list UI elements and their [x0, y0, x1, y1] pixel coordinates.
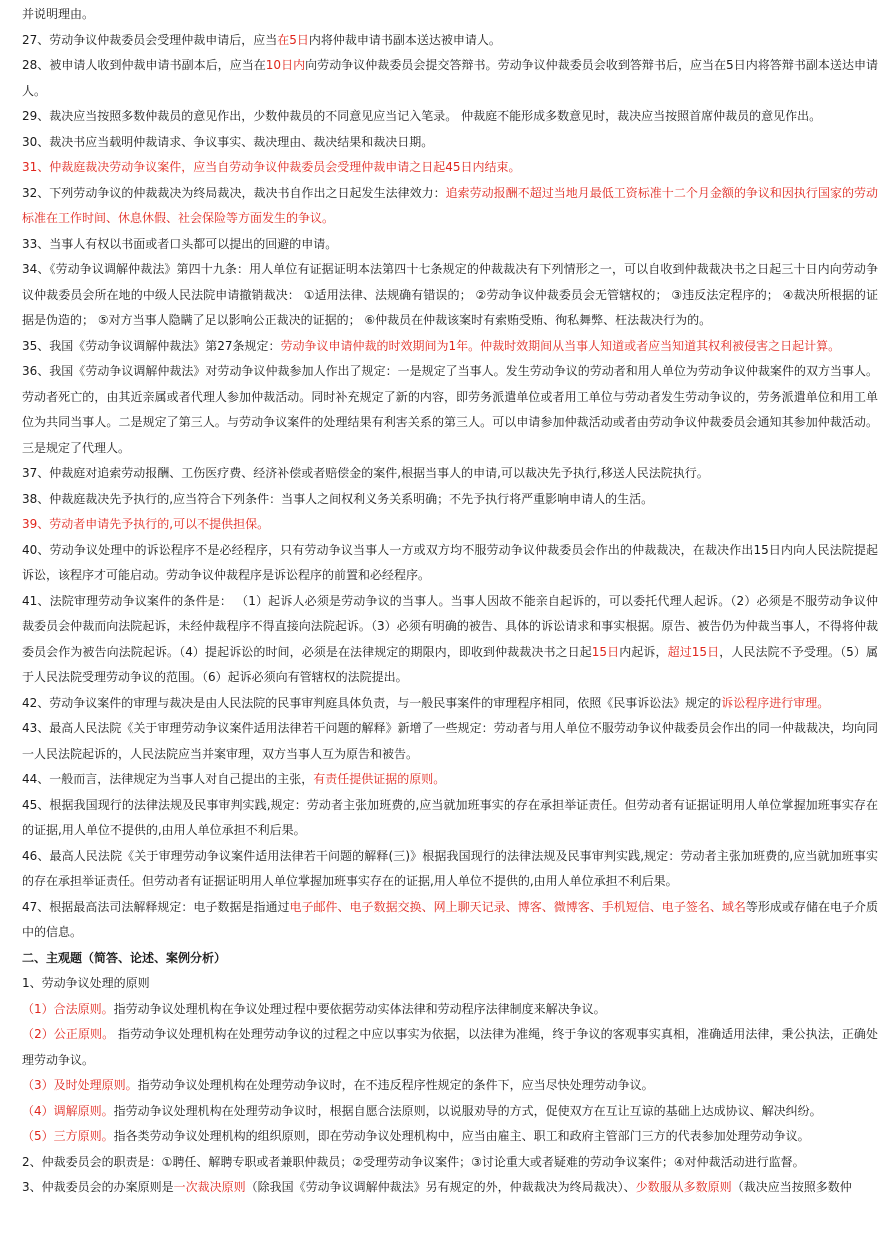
highlighted-text: 15日: [591, 644, 620, 659]
text-run: 指劳动争议处理机构在处理劳动争议时，在不违反程序性规定的条件下，应当尽快处理劳动争议。: [137, 1078, 654, 1092]
text-run: 45、根据我国现行的法律法规及民事审判实践,规定：劳动者主张加班费的,应当就加班事实的存在承担举证责任。但劳动者有证据证明用人单位掌握加班事实存在的证据,用人单位不提供的,由用人单位承担不利后果。: [22, 797, 878, 837]
text-run: 3、仲裁委员会的办案原则是: [22, 1180, 174, 1194]
text-run: ，人民法院不予受理。（5）属于人民法院受理劳动争议的范围。（6）起诉必须向有管辖权的法院提出。: [22, 644, 878, 684]
highlighted-text: （5）三方原则。: [22, 1129, 114, 1143]
paragraph: [22, 1073, 878, 1099]
text-run: 40、劳动争议处理中的诉讼程序不是必经程序，只有劳动争议当事人一方或双方均不服劳动争议仲裁委员会作出的仲裁裁决，在裁决作出15日内向人民法院提起诉讼，该程序才可能启动。劳动争议仲裁程序是诉讼程序的前置和必经程序。: [22, 542, 878, 582]
text-run: 47、根据最高法司法解释规定：电子数据是指通过: [22, 899, 290, 914]
highlighted-text: 在5日: [277, 32, 309, 47]
text-run: 1、劳动争议处理的原则: [22, 976, 150, 990]
paragraph: [22, 589, 878, 691]
section-heading: [22, 946, 878, 972]
highlighted-text: 超过15日: [667, 644, 720, 659]
text-run: （除我国《劳动争议调解仲裁法》另有规定的外，仲裁裁决为终局裁决）、: [245, 1180, 636, 1194]
paragraph: [22, 538, 878, 589]
paragraph: [22, 971, 878, 997]
highlighted-text: （4）调解原则。: [22, 1103, 114, 1118]
highlighted-text: 10日内: [265, 58, 306, 72]
text-run: 41、法院审理劳动争议案件的条件是： （1）起诉人必须是劳动争议的当事人。当事人因故不能亲自起诉的，可以委托代理人起诉。（2）必须是不服劳动争议仲裁委员会仲裁而向法院起诉，未经仲裁程序不得直接向法院起诉。（3）必须有明确的被告、具体的诉讼请求和事实根据。原告、被告仍为仲裁当事人，不得将仲裁委员会作为被告向法院起诉。（4）提起诉讼的时间，必须是在法律规定的期限内，即收到仲裁裁决书之日起: [22, 593, 878, 659]
paragraph: [22, 691, 878, 717]
text-run: 32、下列劳动争议的仲裁裁决为终局裁决，裁决书自作出之日起发生法律效力：: [22, 185, 446, 200]
document-body: [22, 2, 878, 1201]
text-run: 并说明理由。: [22, 7, 95, 21]
text-run: 2、仲裁委员会的职责是：①聘任、解聘专职或者兼职仲裁员；②受理劳动争议案件；③讨论重大或者疑难的劳动争议案件；④对仲裁活动进行监督。: [22, 1154, 805, 1169]
text-run: 33、当事人有权以书面或者口头都可以提出的回避的申请。: [22, 236, 338, 251]
highlighted-text: （2）公正原则。: [22, 1027, 115, 1041]
text-run: 指劳动争议处理机构在处理劳动争议时，根据自愿合法原则，以说服劝导的方式，促使双方在互让互谅的基础上达成协议、解决纠纷。: [113, 1103, 822, 1118]
text-run: 42、劳动争议案件的审理与裁决是由人民法院的民事审判庭具体负责，与一般民事案件的审理程序相同，依照《民事诉讼法》规定的: [22, 695, 722, 710]
highlighted-text: （1）合法原则。: [22, 1001, 114, 1016]
highlighted-text: 一次裁决原则: [173, 1180, 246, 1194]
text-run: 34、《劳动争议调解仲裁法》第四十九条：用人单位有证据证明本法第四十七条规定的仲裁裁决有下列情形之一，可以自收到仲裁裁决书之日起三十日内向劳动争议仲裁委员会所在地的中级人民法院申请撤销裁决： ①适用法律、法规确有错误的； ②劳动争议仲裁委员会无管辖权的； ③违反法定程序的； ④裁决所根据的证据是伪造的； ⑤对方当事人隐瞒了足以影响公正裁决的证据的； ⑥仲裁员在仲裁该案时有索贿受贿、徇私舞弊、枉法裁决行为的。: [22, 262, 878, 327]
text-run: 27、劳动争议仲裁委员会受理仲裁申请后，应当: [22, 32, 278, 47]
text-run: 29、裁决应当按照多数仲裁员的意见作出，少数仲裁员的不同意见应当记入笔录。 仲裁庭不能形成多数意见时，裁决应当按照首席仲裁员的意见作出。: [22, 109, 822, 123]
text-run: 38、仲裁庭裁决先予执行的,应当符合下列条件：当事人之间权利义务关系明确；不先予执行将严重影响申请人的生活。: [22, 491, 654, 506]
text-run: 二、主观题（简答、论述、案例分析）: [22, 950, 227, 965]
paragraph: [22, 257, 878, 334]
text-run: 46、最高人民法院《关于审理劳动争议案件适用法律若干问题的解释(三)》根据我国现行的法律法规及民事审判实践,规定：劳动者主张加班费的,应当就加班事实的存在承担举证责任。但劳动者有证据证明用人单位掌握加班事实存在的证据,用人单位不提供的,由用人单位承担不利后果。: [22, 848, 878, 888]
paragraph: [22, 232, 878, 258]
highlighted-text: 劳动者申请先予执行的,可以不提供担保。: [49, 517, 270, 531]
text-run: 44、一般而言，法律规定为当事人对自己提出的主张，: [22, 772, 314, 786]
paragraph: [22, 53, 878, 104]
paragraph: [22, 1175, 878, 1201]
text-run: 28、被申请人收到仲裁申请书副本后，应当在: [22, 58, 266, 72]
highlighted-text: 电子邮件、电子数据交换、网上聊天记录、博客、微博客、手机短信、电子签名、域名: [289, 899, 746, 914]
text-run: 30、裁决书应当载明仲裁请求、争议事实、裁决理由、裁决结果和裁决日期。: [22, 134, 434, 149]
paragraph: [22, 2, 878, 28]
highlighted-text: 诉讼程序进行审理。: [721, 695, 830, 710]
paragraph: [22, 487, 878, 513]
paragraph: [22, 1124, 878, 1150]
text-run: 指劳动争议处理机构在争议处理过程中要依据劳动实体法律和劳动程序法律制度来解决争议。: [113, 1001, 606, 1016]
paragraph: [22, 1022, 878, 1073]
paragraph: [22, 895, 878, 946]
text-run: 内起诉，: [619, 644, 668, 659]
paragraph: [22, 716, 878, 767]
text-run: 35、我国《劳动争议调解仲裁法》第27条规定：: [22, 338, 281, 353]
paragraph: [22, 844, 878, 895]
text-run: 37、仲裁庭对追索劳动报酬、工伤医疗费、经济补偿或者赔偿金的案件,根据当事人的申请,可以裁决先予执行,移送人民法院执行。: [22, 466, 709, 480]
paragraph: [22, 1099, 878, 1125]
highlighted-text: 追索劳动报酬不超过当地月最低工资标准十二个月金额的争议和因执行国家的劳动标准在工作时间、休息休假、社会保险等方面发生的争议。: [22, 185, 878, 225]
text-run: 指劳动争议处理机构在处理劳动争议的过程之中应以事实为依据，以法律为准绳，终于争议的客观事实真相，准确适用法律，秉公执法，正确处理劳动争议。: [22, 1027, 878, 1067]
highlighted-text: 劳动争议申请仲裁的时效期间为1年。仲裁时效期间从当事人知道或者应当知道其权利被侵害之日起计算。: [280, 338, 841, 353]
highlighted-text: （3）及时处理原则。: [22, 1078, 138, 1092]
paragraph: [22, 512, 878, 538]
text-run: 内将仲裁申请书副本送达被申请人。: [308, 32, 501, 47]
paragraph: [22, 155, 878, 181]
text-run: 指各类劳动争议处理机构的组织原则，即在劳动争议处理机构中，应当由雇主、职工和政府主管部门三方的代表参加处理劳动争议。: [113, 1129, 810, 1143]
paragraph: [22, 28, 878, 54]
paragraph: [22, 181, 878, 232]
paragraph: [22, 461, 878, 487]
paragraph: [22, 130, 878, 156]
paragraph: [22, 793, 878, 844]
text-run: 31、仲裁庭裁决劳动争议案件，应当自劳动争议仲裁委员会受理仲裁申请之日起45日内结束。: [22, 160, 521, 174]
paragraph: [22, 104, 878, 130]
text-run: 43、最高人民法院《关于审理劳动争议案件适用法律若干问题的解释》新增了一些规定：劳动者与用人单位不服劳动争议仲裁委员会作出的同一仲裁裁决，均向同一人民法院起诉的，人民法院应当并案审理，双方当事人互为原告和被告。: [22, 721, 878, 761]
paragraph: [22, 1150, 878, 1176]
paragraph: [22, 359, 878, 461]
paragraph: [22, 767, 878, 793]
highlighted-text: 有责任提供证据的原则。: [313, 772, 446, 786]
text-run: （裁决应当按照多数仲: [731, 1180, 852, 1194]
text-run: 等形成或存储在电子介质中的信息。: [22, 899, 878, 939]
text-run: 向劳动争议仲裁委员会提交答辩书。劳动争议仲裁委员会收到答辩书后，应当在5日内将答辩书副本送达申请人。: [22, 58, 879, 98]
paragraph: [22, 334, 878, 360]
highlighted-text: 39、: [22, 517, 50, 531]
text-run: 36、我国《劳动争议调解仲裁法》对劳动争议仲裁参加人作出了规定：一是规定了当事人。发生劳动争议的劳动者和用人单位为劳动争议仲裁案件的双方当事人。劳动者死亡的，由其近亲属或者代理人参加仲裁活动。同时补充规定了新的内容，即劳务派遣单位或者用工单位与劳动者发生劳动争议的，劳务派遣单位和用工单位为共同当事人。二是规定了第三人。与劳动争议案件的处理结果有利害关系的第三人。可以申请参加仲裁活动或者由劳动争议仲裁委员会通知其参加仲裁活动。三是规定了代理人。: [22, 364, 878, 455]
highlighted-text: 少数服从多数原则: [635, 1180, 732, 1194]
paragraph: [22, 997, 878, 1023]
